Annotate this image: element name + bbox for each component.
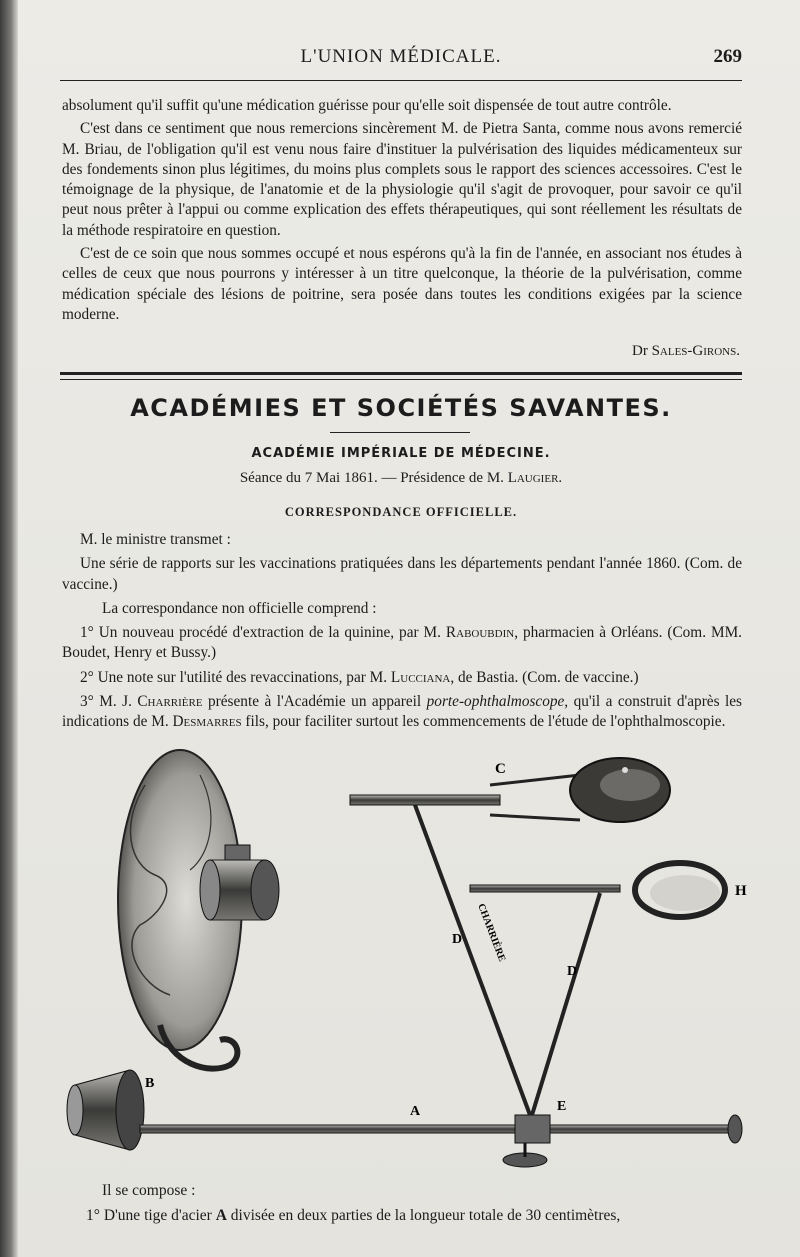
text-run: , de Bastia. (Com. de vaccine.) xyxy=(450,668,639,686)
header-rule xyxy=(60,80,742,81)
person-name: Charrière xyxy=(137,693,203,711)
signature-name: Sales-Girons. xyxy=(651,343,740,359)
paragraph xyxy=(62,623,742,664)
section-rule-bottom xyxy=(60,379,742,380)
paragraph xyxy=(62,1205,752,1226)
journal-title: L'UNION MÉDICALE. xyxy=(300,46,502,67)
person-name: Desmarres xyxy=(172,713,242,731)
ophthalmoscope-engraving xyxy=(60,745,750,1175)
device-name: porte-ophthalmoscope, xyxy=(426,693,569,711)
top-text-block xyxy=(62,96,742,328)
label-a: A xyxy=(410,1104,421,1119)
paragraph: Il se compose : xyxy=(102,1182,196,1199)
paragraph: M. le ministre transmet : xyxy=(80,531,231,548)
president-name: Laugier. xyxy=(507,470,563,486)
text-run: 3° M. J. xyxy=(80,693,138,711)
section-title: ACADÉMIES ET SOCIÉTÉS SAVANTES. xyxy=(130,394,672,422)
page-number: 269 xyxy=(713,46,742,67)
steel-rod xyxy=(140,1125,740,1133)
text-run: fils, pour faciliter surtout les commencements de l'étude de l'ophthalmoscopie. xyxy=(241,713,726,731)
paragraph: C'est dans ce sentiment que nous remercions sincèrement M. de Pietra Santa, comme nous avons remercié M. Briau, de l'obligation qu'il est venu nous faire d'instituer la pulvérisation des liquides médicamenteux sur des fondements sinon plus légitimes, du moins plus complets sous le rapport des sciences accessoires. C'est le témoignage de la physique, de l'anatomie et de la physiologie qu'il s'agit de provoquer, pour savoir ce qu'il peut nous prêter à l'appui ou comme explication des effets thérapeutiques, qui sont réellement les résultats de la méthode respiratoire en question. xyxy=(62,120,742,239)
part-letter: A xyxy=(215,1207,227,1224)
running-header xyxy=(60,46,742,74)
text-run: 1° Un nouveau procédé d'extraction de la quinine, par M. xyxy=(80,624,446,642)
label-b: B xyxy=(145,1076,155,1091)
label-e: E xyxy=(557,1099,567,1114)
label-h: H xyxy=(735,883,747,899)
session-text: Séance du 7 Mai 1861. — Présidence de M. xyxy=(239,470,508,486)
signature xyxy=(632,343,740,360)
paragraph: Une série de rapports sur les vaccinations pratiquées dans les départements pendant l'année 1860. (Com. de vaccine.) xyxy=(62,555,742,593)
paragraph xyxy=(62,668,742,688)
text-run: divisée en deux parties de la longueur totale de 30 centimètres, xyxy=(226,1207,621,1224)
session-line xyxy=(60,470,742,487)
binding-edge xyxy=(0,0,18,1257)
text-run: 2° Une note sur l'utilité des revaccinations, par M. xyxy=(80,668,391,686)
text-run: présente à l'Académie un appareil xyxy=(202,693,427,711)
label-c: C xyxy=(495,761,506,777)
text-run: 1° D'une tige d'acier xyxy=(86,1207,216,1224)
side-arm xyxy=(470,885,620,892)
correspondence-heading: CORRESPONDANCE OFFICIELLE. xyxy=(284,505,518,519)
label-d1: D xyxy=(452,932,463,947)
text-run: , pharmacien à Orléans. (Com. MM. Boudet, Henry et Bussy.) xyxy=(62,624,742,662)
upper-arm xyxy=(350,795,500,805)
maker-stamp: CHARRIÈRE xyxy=(475,902,508,964)
paragraph: La correspondance non officielle comprend : xyxy=(102,599,377,617)
section-divider xyxy=(330,432,470,433)
paragraph: C'est de ce soin que nous sommes occupé et nous espérons qu'à la fin de l'année, en associant nos études à celles de ceux que nous pourrons y intéresser à un titre quelconque, la théorie de la pulvérisation, comme médication spéciale des lésions de poitrine, sera posée dans toutes les conditions exigées par la science moderne. xyxy=(62,245,742,323)
person-name: Lucciana xyxy=(390,668,451,686)
paragraph: absolument qu'il suffit qu'une médication guérisse pour qu'elle soit dispensée de tout autre contrôle. xyxy=(62,97,672,114)
signature-prefix: Dr xyxy=(631,343,648,359)
correspondence-block xyxy=(62,530,742,737)
academy-heading: ACADÉMIE IMPÉRIALE DE MÉDECINE. xyxy=(251,446,551,461)
label-d2: D xyxy=(567,964,578,979)
bottom-text xyxy=(62,1180,752,1230)
diagonal-rod xyxy=(415,805,530,1115)
text-run: qu'il a construit d'après les indications de M. xyxy=(62,693,742,731)
paragraph xyxy=(62,692,742,733)
clamp xyxy=(515,1115,550,1143)
diagonal-rod xyxy=(532,893,600,1115)
section-rule-top xyxy=(60,372,742,375)
person-name: Raboubdin xyxy=(445,624,515,642)
